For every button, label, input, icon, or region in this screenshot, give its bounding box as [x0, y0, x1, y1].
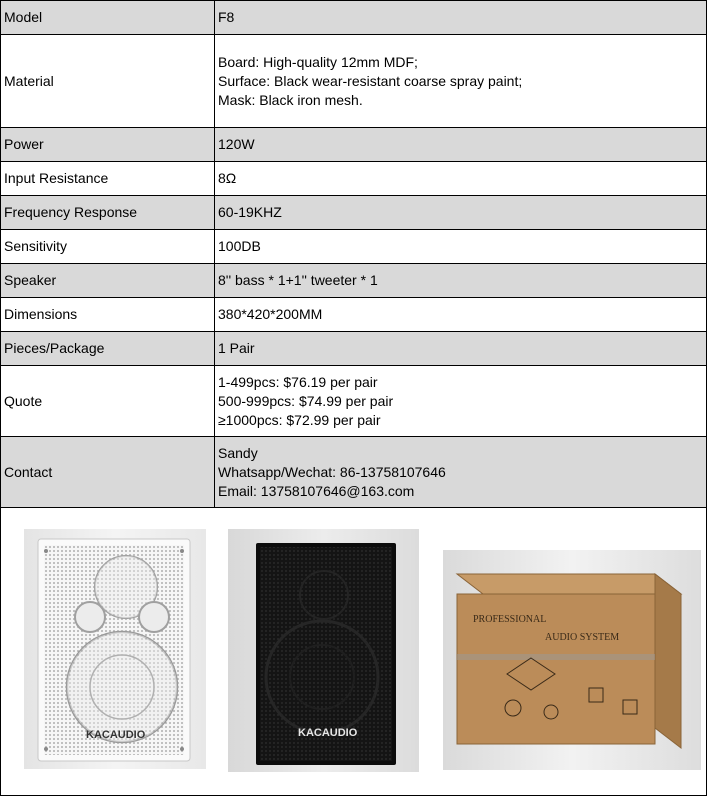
white-speaker-photo	[24, 529, 206, 769]
spec-row-sensitivity	[1, 230, 707, 264]
white-speaker-logo: KACAUDIO	[86, 729, 146, 741]
spec-row-quote	[1, 366, 707, 437]
spec-row-dimensions	[1, 298, 707, 332]
spec-value	[215, 35, 707, 128]
product-photos	[0, 508, 707, 796]
spec-label: Pieces/Package	[1, 332, 215, 366]
spec-value: 8'' bass * 1+1'' tweeter * 1	[215, 264, 707, 298]
spec-value-line: Surface: Black wear-resistant coarse spray paint;	[218, 72, 523, 89]
spec-value-line: Mask: Black iron mesh.	[218, 91, 363, 108]
spec-row-frequency-response	[1, 196, 707, 230]
spec-label: Sensitivity	[1, 230, 215, 264]
spec-value-line: Board: High-quality 12mm MDF;	[218, 53, 418, 70]
black-speaker-logo: KACAUDIO	[298, 727, 358, 739]
spec-row-input-resistance	[1, 162, 707, 196]
spec-value-line: Email: 13758107646@163.com	[218, 482, 415, 499]
spec-value-line: 500-999pcs: $74.99 per pair	[218, 392, 394, 409]
carton-box-photo	[443, 550, 701, 770]
spec-value: 120W	[215, 128, 707, 162]
spec-label: Frequency Response	[1, 196, 215, 230]
spec-value-line: Sandy	[218, 444, 258, 461]
spec-value: 380*420*200MM	[215, 298, 707, 332]
white-speaker-image	[24, 529, 206, 769]
spec-label: Quote	[1, 366, 215, 437]
spec-label: Model	[1, 1, 215, 35]
spec-row-material	[1, 35, 707, 128]
spec-value	[215, 437, 707, 508]
spec-value-line: Whatsapp/Wechat: 86-13758107646	[218, 463, 446, 480]
spec-label: Input Resistance	[1, 162, 215, 196]
spec-value: 1 Pair	[215, 332, 707, 366]
spec-value-line: 1-499pcs: $76.19 per pair	[218, 373, 378, 390]
spec-value: 8Ω	[215, 162, 707, 196]
carton-box-title: PROFESSIONAL	[473, 614, 547, 625]
spec-label: Speaker	[1, 264, 215, 298]
black-speaker-image	[228, 529, 419, 772]
spec-row-power	[1, 128, 707, 162]
spec-value	[215, 366, 707, 437]
spec-label: Power	[1, 128, 215, 162]
carton-box-subtitle: AUDIO SYSTEM	[545, 632, 620, 643]
spec-row-model	[1, 1, 707, 35]
spec-value: F8	[215, 1, 707, 35]
spec-row-speaker	[1, 264, 707, 298]
spec-row-contact	[1, 437, 707, 508]
spec-label: Dimensions	[1, 298, 215, 332]
spec-value: 60-19KHZ	[215, 196, 707, 230]
carton-box-image	[443, 550, 701, 770]
spec-label: Contact	[1, 437, 215, 508]
spec-value: 100DB	[215, 230, 707, 264]
spec-label: Material	[1, 35, 215, 128]
black-speaker-photo	[228, 529, 419, 772]
spec-value-line: ≥1000pcs: $72.99 per pair	[218, 411, 381, 428]
spec-row-pieces-package	[1, 332, 707, 366]
